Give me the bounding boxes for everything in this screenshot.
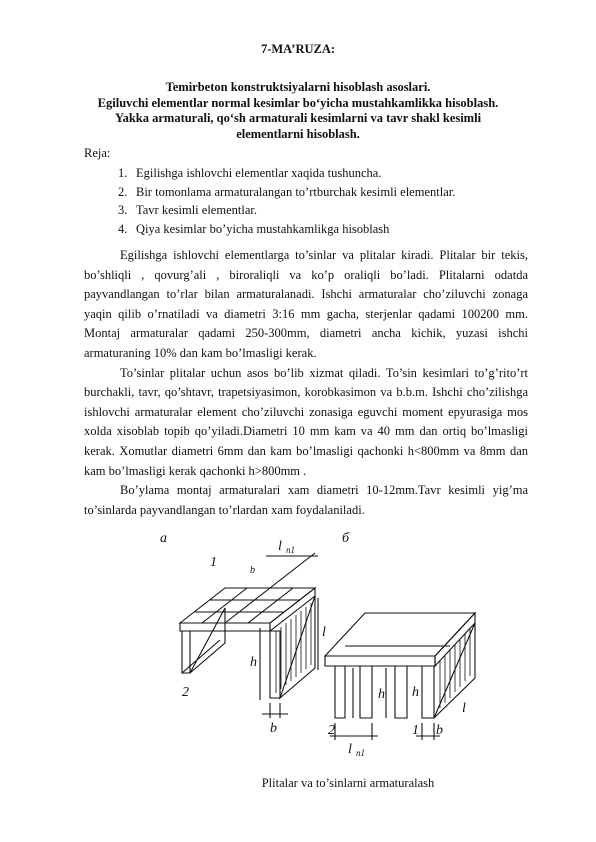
figure-label-n1-bottom: n1 [356,748,365,758]
figure-label-l-top: l [278,539,282,554]
figure-label-bshl: b [250,565,255,576]
title-line: elementlarni hisoblash. [236,126,360,141]
title-line: Temirbeton konstruktsiyalarni hisoblash asoslari. [165,80,431,94]
reinforcement-drawing [150,528,480,768]
plan-item [118,201,455,220]
paragraph: Bo’ylama montaj armaturalari xam diametri 10-12mm.Tavr kesimli yig’ma to’sinlarda payvandlangan to’rlardan xam foydalaniladi. [84,483,528,517]
plan-item-text: Bir tomonlama armaturalangan to’rtburchak kesimli elementlar. [136,184,456,199]
plan-item-text: Tavr kesimli elementlar. [136,203,257,217]
figure-label-b: б [342,531,350,546]
title-line: Egiluvchi elementlar normal kesimlar bo‘yicha mustahkamlikka hisoblash. [97,95,499,110]
plan-item-number: 3. [118,203,128,217]
plan-label: Reja: [84,146,111,160]
figure-label-b-left: b [270,721,277,736]
plan-item-number: 2. [118,184,128,199]
figure-label-2-left: 2 [182,685,189,700]
figure-caption: Plitalar va to’sinlarni armaturalash [261,776,435,790]
figure-label-h-right: h [412,685,419,700]
plan-list [118,164,455,238]
lecture-number: 7-MA’RUZA: [260,42,336,56]
figure-label-l-left: l [322,625,326,640]
body-text [84,246,528,520]
title-line: Yakka armaturali, qo‘sh armaturali kesimlarni va tavr shakl kesimli [114,111,482,125]
figure-label-b-right: b [436,723,443,738]
figure-label-a: a [160,531,167,546]
figure-label-l-right: l [462,701,466,716]
right-slab-drawing [325,613,475,740]
plan-item [118,220,455,239]
figure-label-n1: n1 [286,545,295,555]
figure-label-l-bottom: l [348,742,352,757]
figure-label-h-left: h [250,655,257,670]
paragraph: Egilishga ishlovchi elementlarga to’sinlar va plitalar kiradi. Plitalar bir tekis, bo’shliqli , qovurg’ali , biroraliqli va ko’p oraliqli bo’ladi. Plitalarni odatda payvandlangan to’rlar bilan armaturalanadi. Ishchi armaturalar cho’ziluvchi zonaga yaqin qilib o’rnatiladi va diametri 3:16 mm gacha, sterjenlar qadami 100200 mm. Montaj armaturalar qadami 250-300mm, diametri ancha kichik, yuzasi ishchi armaturaning 10% dan kam bo’lmasligi kerak. [84,248,528,360]
plan-item-text: Egilishga ishlovchi elementlar xaqida tushuncha. [136,166,382,180]
plan-item-number: 4. [118,221,128,236]
plan-item-text: Qiya kesimlar bo’yicha mustahkamlikga hisoblash [136,221,390,236]
left-slab-drawing [180,553,318,718]
plan-item [118,164,455,183]
plan-item-number: 1. [118,166,128,180]
paragraph: To’sinlar plitalar uchun asos bo’lib xizmat qiladi. To’sin kesimlari to’g’rito’rt burchakli, tavr, qo’shtavr, trapetsiyasimon, korobkasimon va b.b.m. Ishchi cho’zilishga ishlovchi armaturalar element cho’ziluvchi zonasiga eguvchi moment epyurasiga mos xolda xisoblab topib qo’yiladi.Diametri 10 mm kam va 40 mm dan ortiq bo’lmasligi kerak. Xomutlar diametri 6mm dan kam bo’lmasligi qachonki h<800mm va 8mm dan kam bo’lmasligi kerak qachonki h>800mm . [84,365,528,478]
figure-label-2-right: 2 [328,723,335,738]
figure-label-1-left: 1 [210,555,217,570]
figure-label-hn1: h [378,687,385,702]
lecture-title [60,80,536,142]
plan-item [118,183,455,202]
figure-label-1-right: 1 [412,723,419,738]
